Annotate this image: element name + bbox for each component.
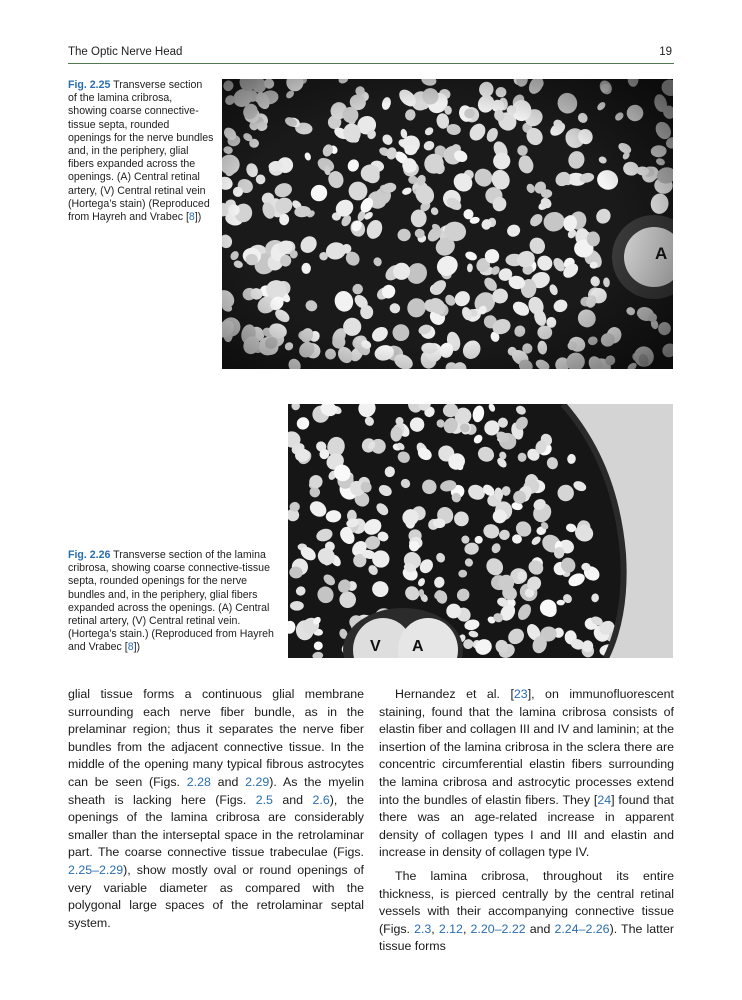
text-run: Hernandez et al. [ [395, 687, 514, 701]
citation-link[interactable]: 24 [597, 792, 612, 807]
figure-caption-1 [68, 79, 214, 224]
text-run: ). The latter tissue forms [379, 921, 674, 954]
micrograph-image-2 [288, 404, 673, 658]
pore [290, 601, 304, 611]
figure-link[interactable]: 2.6 [312, 792, 330, 807]
text-run: ), show mostly oval or round openings of very variable diameter as compared with the polygonal large spaces of the retrolaminar septal system. [68, 862, 364, 930]
text-run: and [210, 774, 246, 789]
image-letter-vein: V [370, 638, 381, 655]
caption-text-2-end: ]) [133, 641, 141, 654]
text-run: and [272, 792, 313, 807]
caption-ref-link-1[interactable]: 8 [188, 211, 195, 224]
citation-link[interactable]: 23 [513, 687, 528, 701]
image-letter-artery: A [412, 638, 424, 655]
figure-link[interactable]: 2.24–2.26 [554, 921, 610, 936]
micrograph-figure-2-25 [222, 79, 673, 369]
text-run: and [525, 921, 555, 936]
body-column-left [68, 686, 364, 932]
figure-link[interactable]: 2.12 [438, 921, 463, 936]
figure-link[interactable]: 2.5 [255, 792, 273, 807]
paragraph-right-2 [379, 868, 674, 956]
text-run: ] found that there was an age-related increase in apparent density of collagen types I and III and elastin and increase in density of collagen type IV. [379, 792, 674, 860]
figure-label-1: Fig. 2.25 [68, 79, 111, 91]
micrograph-image-1 [222, 79, 673, 369]
text-run: glial tissue forms a continuous glial membrane surrounding each nerve fiber bundle, as in the prelaminar region; thus it separates the nerve fiber bundles from the adjacent connective tissue. In the middle of the opening many typical fibrous astrocytes can be seen (Figs. [68, 687, 364, 789]
text-run: , [462, 921, 471, 936]
figure-link[interactable]: 2.28 [186, 774, 211, 789]
caption-text-1-end: ]) [194, 211, 202, 224]
page-number: 19 [659, 46, 672, 58]
paragraph-left [68, 686, 364, 932]
text-run: ). As the myelin sheath is lacking here (Figs. [68, 774, 365, 807]
figure-label-2: Fig. 2.26 [68, 549, 111, 561]
caption-ref-link-2[interactable]: 8 [127, 641, 134, 654]
image-letter-artery: A [655, 244, 668, 263]
body-column-right [379, 686, 674, 956]
figure-caption-2 [68, 549, 278, 655]
figure-link[interactable]: 2.29 [245, 774, 270, 789]
text-run: The lamina cribrosa, throughout its entire thickness, is pierced centrally by the central retinal vessels with their accompanying connective tissue (Figs. [379, 868, 674, 936]
caption-text-1: Transverse section of the lamina cribrosa, showing coarse connective-tissue septa, rounded openings for the nerve bundles and, in the periphery, glial fibers expanded across the openings. (A) Central retinal artery, (V) Central retinal vein (Hortega’s stain) (Reproduced from Hayreh and Vrabec [ [68, 79, 214, 224]
running-head: The Optic Nerve Head [68, 46, 183, 58]
text-run: ], on immunofluorescent staining, found that the lamina cribrosa consists of elastin fiber and collagen III and IV and laminin; at the insertion of the lamina cribrosa in the sclera there are concentric circumferential elastin fibers surrounding the lamina cribrosa and astrocytic processes extend into the bundles of elastin fibers. They [ [379, 687, 674, 807]
micrograph-figure-2-26 [288, 404, 673, 658]
header-rule [68, 63, 674, 64]
paragraph-right-1 [379, 686, 674, 862]
caption-text-2: Transverse section of the lamina cribrosa, showing coarse connective-tissue septa, rounded openings for the nerve bundles and, in the periphery, glial fibers expanded across the openings. (A) Central retinal artery, (V) Central retinal vein. (Hortega’s stain.) (Reproduced from Hayreh and Vrabec [ [68, 549, 274, 654]
figure-link[interactable]: 2.3 [414, 921, 432, 936]
figure-link[interactable]: 2.20–2.22 [470, 921, 526, 936]
text-run: ), the openings of the lamina cribrosa are considerably smaller than the interseptal space in the retrolaminar part. The coarse connective tissue trabeculae (Figs. [68, 792, 364, 860]
figure-link[interactable]: 2.25–2.29 [68, 862, 124, 877]
text-run: , [431, 921, 439, 936]
